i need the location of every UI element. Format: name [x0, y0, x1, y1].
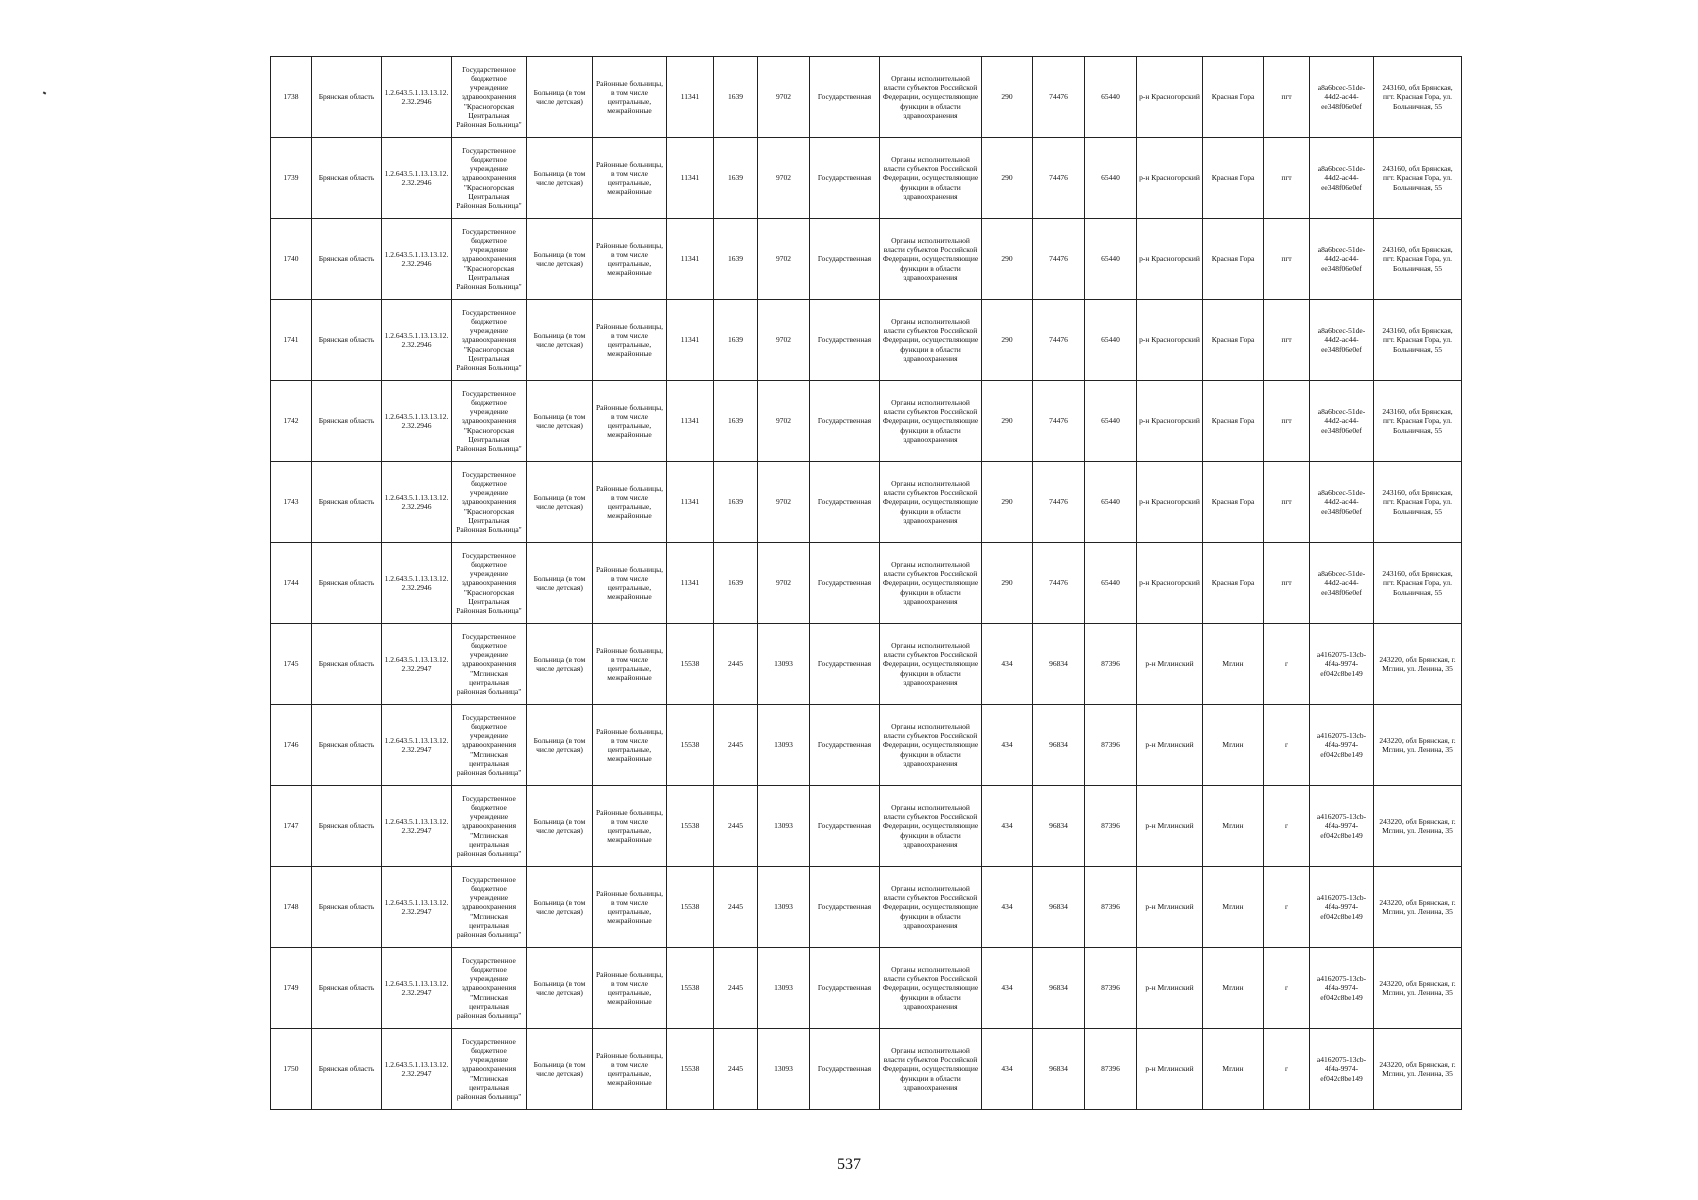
- oid-code-cell: 1.2.643.5.1.13.13.12.2.32.2946: [382, 543, 452, 624]
- region-cell: Брянская область: [312, 705, 382, 786]
- value-4-cell: 434: [982, 948, 1033, 1029]
- population-children-cell: 2445: [714, 948, 758, 1029]
- population-children-cell: 2445: [714, 1029, 758, 1110]
- scan-speck: [43, 91, 47, 94]
- population-total-cell: 15538: [667, 705, 714, 786]
- facility-type-cell: Больница (в том числе детская): [527, 543, 593, 624]
- guid-cell: a4162075-13cb-4f4a-9974-ef042c8be149: [1310, 786, 1374, 867]
- district-cell: р-н Красногорский: [1137, 462, 1203, 543]
- table-row: [271, 57, 1462, 138]
- region-cell: Брянская область: [312, 462, 382, 543]
- value-5-cell: 96834: [1033, 624, 1085, 705]
- governing-authority-cell: Органы исполнительной власти субъектов Российской Федерации, осуществляющие функции в области здравоохранения: [880, 948, 982, 1029]
- facility-type-cell: Больница (в том числе детская): [527, 1029, 593, 1110]
- table-row: [271, 867, 1462, 948]
- oid-code-cell: 1.2.643.5.1.13.13.12.2.32.2946: [382, 57, 452, 138]
- address-cell: 243160, обл Брянская, пгт. Красная Гора, ул. Больничная, 55: [1374, 219, 1462, 300]
- value-4-cell: 434: [982, 1029, 1033, 1110]
- institution-name-cell: Государственное бюджетное учреждение здравоохранения "Красногорская Центральная Районная Больница": [452, 462, 527, 543]
- institution-name-cell: Государственное бюджетное учреждение здравоохранения "Красногорская Центральная Районная Больница": [452, 381, 527, 462]
- ownership-form-cell: Государственная: [810, 462, 880, 543]
- population-adults-cell: 9702: [758, 300, 810, 381]
- population-total-cell: 15538: [667, 624, 714, 705]
- district-cell: р-н Красногорский: [1137, 300, 1203, 381]
- address-cell: 243220, обл Брянская, г. Мглин, ул. Ленина, 35: [1374, 786, 1462, 867]
- locality-cell: Красная Гора: [1203, 300, 1264, 381]
- population-total-cell: 11341: [667, 462, 714, 543]
- institution-name-cell: Государственное бюджетное учреждение здравоохранения "Красногорская Центральная Районная Больница": [452, 138, 527, 219]
- population-children-cell: 2445: [714, 624, 758, 705]
- settlement-type-cell: г: [1264, 624, 1310, 705]
- guid-cell: a8a6bcec-51de-44d2-ac44-ee348f06e0ef: [1310, 543, 1374, 624]
- ownership-form-cell: Государственная: [810, 219, 880, 300]
- value-6-cell: 65440: [1085, 300, 1137, 381]
- value-5-cell: 96834: [1033, 1029, 1085, 1110]
- locality-cell: Красная Гора: [1203, 219, 1264, 300]
- guid-cell: a4162075-13cb-4f4a-9974-ef042c8be149: [1310, 1029, 1374, 1110]
- value-6-cell: 65440: [1085, 543, 1137, 624]
- population-adults-cell: 9702: [758, 219, 810, 300]
- district-cell: р-н Красногорский: [1137, 543, 1203, 624]
- ownership-form-cell: Государственная: [810, 138, 880, 219]
- institution-name-cell: Государственное бюджетное учреждение здравоохранения "Красногорская Центральная Районная Больница": [452, 219, 527, 300]
- ownership-form-cell: Государственная: [810, 300, 880, 381]
- region-cell: Брянская область: [312, 300, 382, 381]
- value-6-cell: 87396: [1085, 705, 1137, 786]
- value-5-cell: 96834: [1033, 948, 1085, 1029]
- facility-subtype-cell: Районные больницы, в том числе центральные, межрайонные: [593, 219, 667, 300]
- ownership-form-cell: Государственная: [810, 786, 880, 867]
- population-children-cell: 1639: [714, 138, 758, 219]
- district-cell: р-н Мглинский: [1137, 786, 1203, 867]
- value-5-cell: 74476: [1033, 543, 1085, 624]
- population-children-cell: 2445: [714, 867, 758, 948]
- document-sheet: [270, 56, 1462, 1110]
- row-number: 1747: [271, 786, 312, 867]
- district-cell: р-н Мглинский: [1137, 1029, 1203, 1110]
- ownership-form-cell: Государственная: [810, 543, 880, 624]
- address-cell: 243220, обл Брянская, г. Мглин, ул. Ленина, 35: [1374, 867, 1462, 948]
- population-adults-cell: 13093: [758, 867, 810, 948]
- settlement-type-cell: г: [1264, 1029, 1310, 1110]
- governing-authority-cell: Органы исполнительной власти субъектов Российской Федерации, осуществляющие функции в области здравоохранения: [880, 1029, 982, 1110]
- facility-subtype-cell: Районные больницы, в том числе центральные, межрайонные: [593, 705, 667, 786]
- address-cell: 243160, обл Брянская, пгт. Красная Гора, ул. Больничная, 55: [1374, 300, 1462, 381]
- region-cell: Брянская область: [312, 219, 382, 300]
- table-row: [271, 138, 1462, 219]
- guid-cell: a8a6bcec-51de-44d2-ac44-ee348f06e0ef: [1310, 300, 1374, 381]
- value-4-cell: 434: [982, 705, 1033, 786]
- governing-authority-cell: Органы исполнительной власти субъектов Российской Федерации, осуществляющие функции в области здравоохранения: [880, 462, 982, 543]
- district-cell: р-н Мглинский: [1137, 948, 1203, 1029]
- population-total-cell: 15538: [667, 786, 714, 867]
- institution-name-cell: Государственное бюджетное учреждение здравоохранения "Мглинская центральная районная больница": [452, 786, 527, 867]
- facility-subtype-cell: Районные больницы, в том числе центральные, межрайонные: [593, 543, 667, 624]
- table-row: [271, 624, 1462, 705]
- row-number: 1744: [271, 543, 312, 624]
- governing-authority-cell: Органы исполнительной власти субъектов Российской Федерации, осуществляющие функции в области здравоохранения: [880, 867, 982, 948]
- facility-subtype-cell: Районные больницы, в том числе центральные, межрайонные: [593, 138, 667, 219]
- population-total-cell: 15538: [667, 1029, 714, 1110]
- oid-code-cell: 1.2.643.5.1.13.13.12.2.32.2947: [382, 948, 452, 1029]
- address-cell: 243160, обл Брянская, пгт. Красная Гора, ул. Больничная, 55: [1374, 381, 1462, 462]
- population-adults-cell: 9702: [758, 462, 810, 543]
- value-4-cell: 434: [982, 867, 1033, 948]
- population-adults-cell: 9702: [758, 138, 810, 219]
- value-5-cell: 74476: [1033, 219, 1085, 300]
- value-5-cell: 96834: [1033, 786, 1085, 867]
- guid-cell: a4162075-13cb-4f4a-9974-ef042c8be149: [1310, 705, 1374, 786]
- population-total-cell: 11341: [667, 57, 714, 138]
- table-row: [271, 1029, 1462, 1110]
- facility-subtype-cell: Районные больницы, в том числе центральные, межрайонные: [593, 1029, 667, 1110]
- table-row: [271, 381, 1462, 462]
- table-row: [271, 948, 1462, 1029]
- value-4-cell: 290: [982, 300, 1033, 381]
- facility-type-cell: Больница (в том числе детская): [527, 786, 593, 867]
- locality-cell: Мглин: [1203, 948, 1264, 1029]
- district-cell: р-н Мглинский: [1137, 705, 1203, 786]
- value-5-cell: 74476: [1033, 300, 1085, 381]
- row-number: 1740: [271, 219, 312, 300]
- governing-authority-cell: Органы исполнительной власти субъектов Российской Федерации, осуществляющие функции в области здравоохранения: [880, 705, 982, 786]
- value-4-cell: 290: [982, 219, 1033, 300]
- institution-name-cell: Государственное бюджетное учреждение здравоохранения "Мглинская центральная районная больница": [452, 705, 527, 786]
- value-5-cell: 74476: [1033, 138, 1085, 219]
- locality-cell: Мглин: [1203, 786, 1264, 867]
- settlement-type-cell: пгт: [1264, 300, 1310, 381]
- locality-cell: Красная Гора: [1203, 57, 1264, 138]
- governing-authority-cell: Органы исполнительной власти субъектов Российской Федерации, осуществляющие функции в области здравоохранения: [880, 624, 982, 705]
- facility-subtype-cell: Районные больницы, в том числе центральные, межрайонные: [593, 624, 667, 705]
- value-4-cell: 290: [982, 381, 1033, 462]
- row-number: 1739: [271, 138, 312, 219]
- row-number: 1746: [271, 705, 312, 786]
- settlement-type-cell: пгт: [1264, 462, 1310, 543]
- facility-type-cell: Больница (в том числе детская): [527, 867, 593, 948]
- row-number: 1749: [271, 948, 312, 1029]
- population-adults-cell: 9702: [758, 57, 810, 138]
- district-cell: р-н Мглинский: [1137, 867, 1203, 948]
- guid-cell: a4162075-13cb-4f4a-9974-ef042c8be149: [1310, 624, 1374, 705]
- value-4-cell: 290: [982, 57, 1033, 138]
- governing-authority-cell: Органы исполнительной власти субъектов Российской Федерации, осуществляющие функции в области здравоохранения: [880, 300, 982, 381]
- ownership-form-cell: Государственная: [810, 948, 880, 1029]
- district-cell: р-н Красногорский: [1137, 381, 1203, 462]
- region-cell: Брянская область: [312, 867, 382, 948]
- row-number: 1750: [271, 1029, 312, 1110]
- value-5-cell: 96834: [1033, 867, 1085, 948]
- value-5-cell: 74476: [1033, 381, 1085, 462]
- locality-cell: Красная Гора: [1203, 543, 1264, 624]
- facility-type-cell: Больница (в том числе детская): [527, 381, 593, 462]
- value-5-cell: 96834: [1033, 705, 1085, 786]
- value-4-cell: 290: [982, 138, 1033, 219]
- settlement-type-cell: пгт: [1264, 543, 1310, 624]
- ownership-form-cell: Государственная: [810, 57, 880, 138]
- facility-subtype-cell: Районные больницы, в том числе центральные, межрайонные: [593, 786, 667, 867]
- value-6-cell: 87396: [1085, 786, 1137, 867]
- guid-cell: a4162075-13cb-4f4a-9974-ef042c8be149: [1310, 948, 1374, 1029]
- value-6-cell: 65440: [1085, 138, 1137, 219]
- district-cell: р-н Мглинский: [1137, 624, 1203, 705]
- oid-code-cell: 1.2.643.5.1.13.13.12.2.32.2947: [382, 624, 452, 705]
- table-row: [271, 300, 1462, 381]
- institution-name-cell: Государственное бюджетное учреждение здравоохранения "Мглинская центральная районная больница": [452, 867, 527, 948]
- population-adults-cell: 13093: [758, 948, 810, 1029]
- guid-cell: a4162075-13cb-4f4a-9974-ef042c8be149: [1310, 867, 1374, 948]
- address-cell: 243220, обл Брянская, г. Мглин, ул. Ленина, 35: [1374, 1029, 1462, 1110]
- table-row: [271, 462, 1462, 543]
- address-cell: 243220, обл Брянская, г. Мглин, ул. Ленина, 35: [1374, 705, 1462, 786]
- facility-subtype-cell: Районные больницы, в том числе центральные, межрайонные: [593, 867, 667, 948]
- institution-name-cell: Государственное бюджетное учреждение здравоохранения "Мглинская центральная районная больница": [452, 1029, 527, 1110]
- population-total-cell: 11341: [667, 300, 714, 381]
- locality-cell: Красная Гора: [1203, 381, 1264, 462]
- facility-type-cell: Больница (в том числе детская): [527, 138, 593, 219]
- facility-type-cell: Больница (в том числе детская): [527, 219, 593, 300]
- value-6-cell: 65440: [1085, 219, 1137, 300]
- address-cell: 243160, обл Брянская, пгт. Красная Гора, ул. Больничная, 55: [1374, 138, 1462, 219]
- locality-cell: Красная Гора: [1203, 462, 1264, 543]
- governing-authority-cell: Органы исполнительной власти субъектов Российской Федерации, осуществляющие функции в области здравоохранения: [880, 57, 982, 138]
- facility-subtype-cell: Районные больницы, в том числе центральные, межрайонные: [593, 57, 667, 138]
- value-6-cell: 87396: [1085, 867, 1137, 948]
- table-row: [271, 705, 1462, 786]
- population-children-cell: 1639: [714, 381, 758, 462]
- population-adults-cell: 13093: [758, 1029, 810, 1110]
- value-5-cell: 74476: [1033, 57, 1085, 138]
- population-children-cell: 1639: [714, 219, 758, 300]
- table-row: [271, 219, 1462, 300]
- region-cell: Брянская область: [312, 948, 382, 1029]
- locality-cell: Мглин: [1203, 624, 1264, 705]
- value-4-cell: 434: [982, 786, 1033, 867]
- population-total-cell: 11341: [667, 381, 714, 462]
- population-children-cell: 2445: [714, 786, 758, 867]
- ownership-form-cell: Государственная: [810, 705, 880, 786]
- value-4-cell: 290: [982, 462, 1033, 543]
- value-6-cell: 65440: [1085, 57, 1137, 138]
- value-6-cell: 87396: [1085, 624, 1137, 705]
- value-4-cell: 290: [982, 543, 1033, 624]
- governing-authority-cell: Органы исполнительной власти субъектов Российской Федерации, осуществляющие функции в области здравоохранения: [880, 543, 982, 624]
- population-children-cell: 2445: [714, 705, 758, 786]
- registry-table: [270, 56, 1462, 1110]
- address-cell: 243160, обл Брянская, пгт. Красная Гора, ул. Больничная, 55: [1374, 543, 1462, 624]
- population-total-cell: 11341: [667, 219, 714, 300]
- locality-cell: Красная Гора: [1203, 138, 1264, 219]
- row-number: 1748: [271, 867, 312, 948]
- oid-code-cell: 1.2.643.5.1.13.13.12.2.32.2946: [382, 219, 452, 300]
- guid-cell: a8a6bcec-51de-44d2-ac44-ee348f06e0ef: [1310, 138, 1374, 219]
- settlement-type-cell: г: [1264, 948, 1310, 1029]
- oid-code-cell: 1.2.643.5.1.13.13.12.2.32.2947: [382, 705, 452, 786]
- facility-subtype-cell: Районные больницы, в том числе центральные, межрайонные: [593, 381, 667, 462]
- institution-name-cell: Государственное бюджетное учреждение здравоохранения "Мглинская центральная районная больница": [452, 948, 527, 1029]
- value-6-cell: 65440: [1085, 381, 1137, 462]
- district-cell: р-н Красногорский: [1137, 138, 1203, 219]
- oid-code-cell: 1.2.643.5.1.13.13.12.2.32.2947: [382, 1029, 452, 1110]
- oid-code-cell: 1.2.643.5.1.13.13.12.2.32.2946: [382, 138, 452, 219]
- settlement-type-cell: пгт: [1264, 219, 1310, 300]
- population-total-cell: 11341: [667, 138, 714, 219]
- guid-cell: a8a6bcec-51de-44d2-ac44-ee348f06e0ef: [1310, 381, 1374, 462]
- locality-cell: Мглин: [1203, 1029, 1264, 1110]
- population-adults-cell: 13093: [758, 786, 810, 867]
- institution-name-cell: Государственное бюджетное учреждение здравоохранения "Красногорская Центральная Районная Больница": [452, 543, 527, 624]
- population-total-cell: 15538: [667, 867, 714, 948]
- oid-code-cell: 1.2.643.5.1.13.13.12.2.32.2947: [382, 867, 452, 948]
- row-number: 1742: [271, 381, 312, 462]
- population-children-cell: 1639: [714, 57, 758, 138]
- facility-subtype-cell: Районные больницы, в том числе центральные, межрайонные: [593, 948, 667, 1029]
- region-cell: Брянская область: [312, 138, 382, 219]
- institution-name-cell: Государственное бюджетное учреждение здравоохранения "Красногорская Центральная Районная Больница": [452, 300, 527, 381]
- settlement-type-cell: пгт: [1264, 381, 1310, 462]
- facility-type-cell: Больница (в том числе детская): [527, 57, 593, 138]
- population-total-cell: 15538: [667, 948, 714, 1029]
- region-cell: Брянская область: [312, 786, 382, 867]
- value-6-cell: 87396: [1085, 1029, 1137, 1110]
- oid-code-cell: 1.2.643.5.1.13.13.12.2.32.2946: [382, 462, 452, 543]
- row-number: 1745: [271, 624, 312, 705]
- row-number: 1741: [271, 300, 312, 381]
- facility-type-cell: Больница (в том числе детская): [527, 462, 593, 543]
- settlement-type-cell: г: [1264, 786, 1310, 867]
- governing-authority-cell: Органы исполнительной власти субъектов Российской Федерации, осуществляющие функции в области здравоохранения: [880, 219, 982, 300]
- address-cell: 243160, обл Брянская, пгт. Красная Гора, ул. Больничная, 55: [1374, 462, 1462, 543]
- facility-type-cell: Больница (в том числе детская): [527, 948, 593, 1029]
- institution-name-cell: Государственное бюджетное учреждение здравоохранения "Красногорская Центральная Районная Больница": [452, 57, 527, 138]
- population-adults-cell: 9702: [758, 381, 810, 462]
- guid-cell: a8a6bcec-51de-44d2-ac44-ee348f06e0ef: [1310, 57, 1374, 138]
- institution-name-cell: Государственное бюджетное учреждение здравоохранения "Мглинская центральная районная больница": [452, 624, 527, 705]
- district-cell: р-н Красногорский: [1137, 57, 1203, 138]
- address-cell: 243160, обл Брянская, пгт. Красная Гора, ул. Больничная, 55: [1374, 57, 1462, 138]
- region-cell: Брянская область: [312, 381, 382, 462]
- settlement-type-cell: г: [1264, 867, 1310, 948]
- population-children-cell: 1639: [714, 462, 758, 543]
- locality-cell: Мглин: [1203, 705, 1264, 786]
- facility-subtype-cell: Районные больницы, в том числе центральные, межрайонные: [593, 462, 667, 543]
- value-6-cell: 65440: [1085, 462, 1137, 543]
- region-cell: Брянская область: [312, 1029, 382, 1110]
- ownership-form-cell: Государственная: [810, 1029, 880, 1110]
- region-cell: Брянская область: [312, 543, 382, 624]
- settlement-type-cell: г: [1264, 705, 1310, 786]
- governing-authority-cell: Органы исполнительной власти субъектов Российской Федерации, осуществляющие функции в области здравоохранения: [880, 381, 982, 462]
- ownership-form-cell: Государственная: [810, 624, 880, 705]
- population-adults-cell: 13093: [758, 705, 810, 786]
- facility-type-cell: Больница (в том числе детская): [527, 705, 593, 786]
- value-5-cell: 74476: [1033, 462, 1085, 543]
- address-cell: 243220, обл Брянская, г. Мглин, ул. Ленина, 35: [1374, 624, 1462, 705]
- district-cell: р-н Красногорский: [1137, 219, 1203, 300]
- region-cell: Брянская область: [312, 624, 382, 705]
- governing-authority-cell: Органы исполнительной власти субъектов Российской Федерации, осуществляющие функции в области здравоохранения: [880, 138, 982, 219]
- governing-authority-cell: Органы исполнительной власти субъектов Российской Федерации, осуществляющие функции в области здравоохранения: [880, 786, 982, 867]
- ownership-form-cell: Государственная: [810, 867, 880, 948]
- population-adults-cell: 13093: [758, 624, 810, 705]
- settlement-type-cell: пгт: [1264, 138, 1310, 219]
- row-number: 1738: [271, 57, 312, 138]
- region-cell: Брянская область: [312, 57, 382, 138]
- registry-body: [271, 57, 1462, 1110]
- facility-type-cell: Больница (в том числе детская): [527, 624, 593, 705]
- address-cell: 243220, обл Брянская, г. Мглин, ул. Ленина, 35: [1374, 948, 1462, 1029]
- facility-type-cell: Больница (в том числе детская): [527, 300, 593, 381]
- table-row: [271, 543, 1462, 624]
- value-4-cell: 434: [982, 624, 1033, 705]
- oid-code-cell: 1.2.643.5.1.13.13.12.2.32.2946: [382, 381, 452, 462]
- population-children-cell: 1639: [714, 543, 758, 624]
- value-6-cell: 87396: [1085, 948, 1137, 1029]
- population-adults-cell: 9702: [758, 543, 810, 624]
- population-total-cell: 11341: [667, 543, 714, 624]
- row-number: 1743: [271, 462, 312, 543]
- oid-code-cell: 1.2.643.5.1.13.13.12.2.32.2947: [382, 786, 452, 867]
- guid-cell: a8a6bcec-51de-44d2-ac44-ee348f06e0ef: [1310, 462, 1374, 543]
- page-number: 537: [837, 1156, 861, 1173]
- locality-cell: Мглин: [1203, 867, 1264, 948]
- table-row: [271, 786, 1462, 867]
- ownership-form-cell: Государственная: [810, 381, 880, 462]
- population-children-cell: 1639: [714, 300, 758, 381]
- oid-code-cell: 1.2.643.5.1.13.13.12.2.32.2946: [382, 300, 452, 381]
- facility-subtype-cell: Районные больницы, в том числе центральные, межрайонные: [593, 300, 667, 381]
- settlement-type-cell: пгт: [1264, 57, 1310, 138]
- guid-cell: a8a6bcec-51de-44d2-ac44-ee348f06e0ef: [1310, 219, 1374, 300]
